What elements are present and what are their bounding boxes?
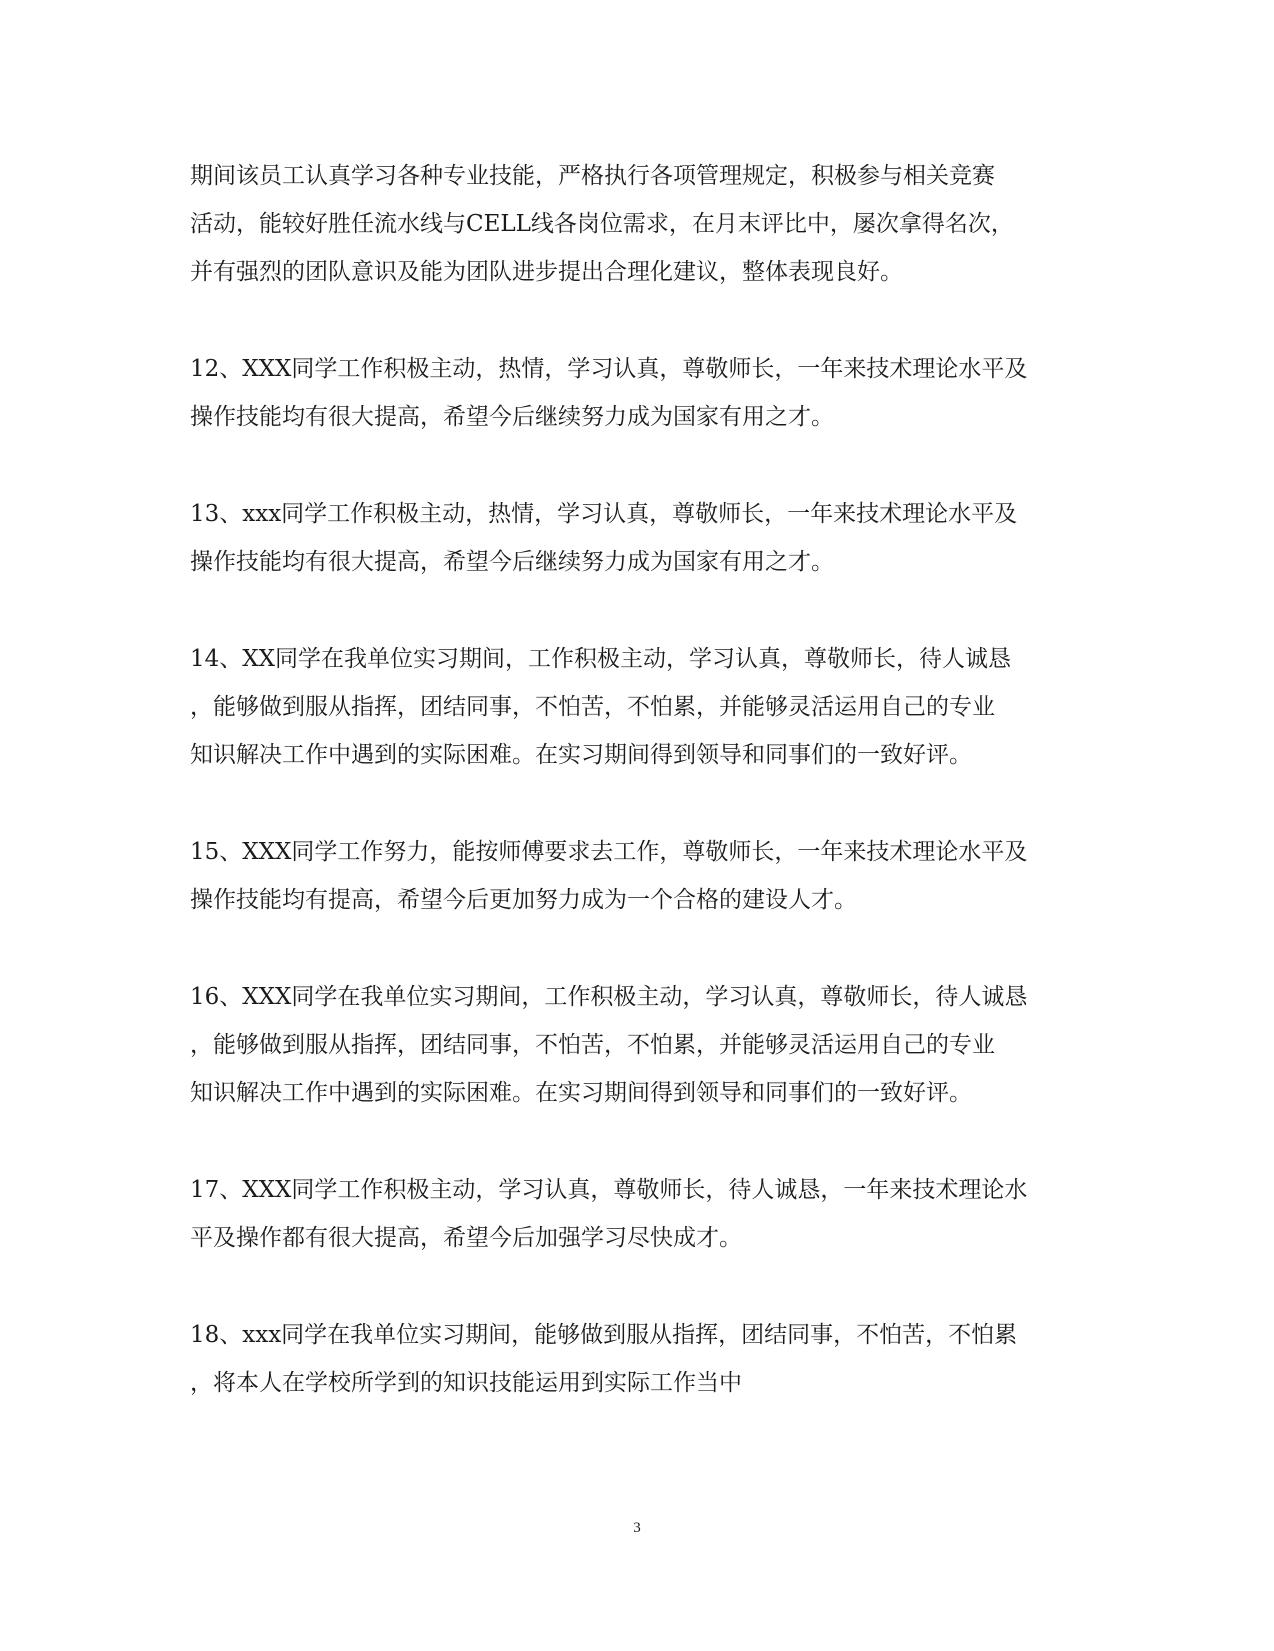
paragraph-item-12 — [190, 345, 1090, 441]
text-line: 16、XXX同学在我单位实习期间，工作积极主动，学习认真，尊敬师长，待人诚恳 — [190, 984, 1028, 1010]
text-line: 12、XXX同学工作积极主动，热情，学习认真，尊敬师长，一年来技术理论水平及 — [190, 356, 1028, 382]
text-line: ，能够做到服从指挥，团结同事，不怕苦，不怕累，并能够灵活运用自己的专业 — [190, 1032, 995, 1058]
text-line: 知识解决工作中遇到的实际困难。在实习期间得到领导和同事们的一致好评。 — [190, 1080, 972, 1106]
paragraph-item-16 — [190, 973, 1090, 1117]
text-line: 18、xxx同学在我单位实习期间，能够做到服从指挥，团结同事，不怕苦，不怕累 — [190, 1322, 1018, 1348]
page-number: 3 — [633, 1520, 641, 1536]
paragraph-item-18 — [190, 1311, 1090, 1407]
text-line: 并有强烈的团队意识及能为团队进步提出合理化建议，整体表现良好。 — [190, 259, 903, 285]
text-line: 平及操作都有很大提高，希望今后加强学习尽快成才。 — [190, 1225, 742, 1251]
text-line: 期间该员工认真学习各种专业技能，严格执行各项管理规定，积极参与相关竞赛 — [190, 163, 995, 189]
text-line: 15、XXX同学工作努力，能按师傅要求去工作，尊敬师长，一年来技术理论水平及 — [190, 839, 1028, 865]
paragraph-item-15 — [190, 828, 1090, 924]
text-line: ，能够做到服从指挥，团结同事，不怕苦，不怕累，并能够灵活运用自己的专业 — [190, 694, 995, 720]
paragraph-item-14 — [190, 635, 1090, 779]
text-line: 知识解决工作中遇到的实际困难。在实习期间得到领导和同事们的一致好评。 — [190, 742, 972, 768]
text-line: 17、XXX同学工作积极主动，学习认真，尊敬师长，待人诚恳，一年来技术理论水 — [190, 1177, 1028, 1203]
paragraph-item-13 — [190, 490, 1090, 586]
paragraph-continuation — [190, 152, 1090, 296]
text-line: 13、xxx同学工作积极主动，热情，学习认真，尊敬师长，一年来技术理论水平及 — [190, 501, 1018, 527]
text-line: 操作技能均有很大提高，希望今后继续努力成为国家有用之才。 — [190, 404, 834, 430]
text-line: 14、XX同学在我单位实习期间，工作积极主动，学习认真，尊敬师长，待人诚恳 — [190, 646, 1012, 672]
paragraph-item-17 — [190, 1166, 1090, 1262]
text-line: ，将本人在学校所学到的知识技能运用到实际工作当中 — [190, 1370, 742, 1396]
document-body — [190, 152, 1090, 1456]
text-line: 操作技能均有提高，希望今后更加努力成为一个合格的建设人才。 — [190, 887, 857, 913]
text-line: 操作技能均有很大提高，希望今后继续努力成为国家有用之才。 — [190, 549, 834, 575]
text-line: 活动，能较好胜任流水线与CELL线各岗位需求，在月末评比中，屡次拿得名次， — [190, 211, 1014, 237]
